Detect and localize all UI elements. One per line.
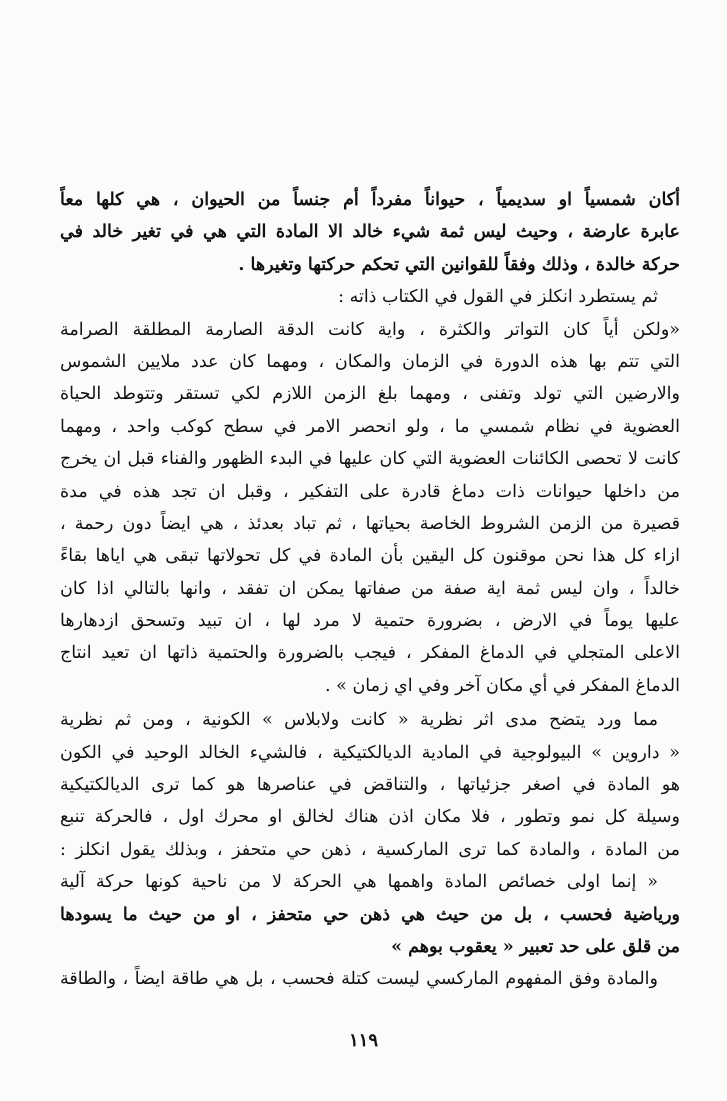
text-line: كانت لا تحصى الكائنات العضوية التي كان عليها في البدء الظهور والفناء قبل ان يخرج <box>60 449 680 470</box>
page-number: ١١٩ <box>348 1030 378 1051</box>
text-line: « إنما اولى خصائص المادة واهمها هي الحركة لا من ناحية كونها حركة آلية <box>60 872 658 893</box>
text-line: هو المادة في اصغر جزئياتها ، والتناقض في عناصرها هو كما ترى الديالكتيكية <box>60 775 680 796</box>
text-line: حركة خالدة ، وذلك وفقاً للقوانين التي تحكم حركتها وتغيرها . <box>238 254 680 275</box>
text-line: « داروين » البيولوجية في المادية الديالكتيكية ، فالشيء الخالد الوحيد في الكون <box>60 742 680 763</box>
text-line: ثم يستطرد انكلز في القول في الكتاب ذاته : <box>338 287 658 308</box>
text-line: وسيلة كل نمو وتطور ، فلا مكان اذن هناك لخالق او محرك اول ، فالحركة تنبع <box>60 807 680 828</box>
text-line: التي تتم بها هذه الدورة في الزمان والمكان ، ومهما كان عدد ملايين الشموس <box>60 351 680 372</box>
text-line: «ولكن أياً كان التواتر والكثرة ، واية كانت الدقة الصارمة المطلقة الصرامة <box>60 319 680 340</box>
text-line: خالداً ، وان ليس ثمة اية صفة من صفاتها يمكن ان تفقد ، وانها بالتالي اذا كان <box>60 578 680 599</box>
text-line: العضوية في نظام شمسي ما ، ولو انحصر الامر في سطح كوكب واحد ، ومهما <box>60 416 680 437</box>
text-line: ازاء كل هذا نحن موقنون كل اليقين بأن المادة في كل تحولاتها تبقى هي اياها بقاءً <box>60 546 680 567</box>
text-line: عليها يوماً في الارض ، بضرورة حتمية لا مرد لها ، ان تبيد وتسحق ازدهارها <box>60 611 680 632</box>
text-line: ورياضية فحسب ، بل من حيث هي ذهن حي متحفز ، او من حيث ما يسودها <box>60 904 680 925</box>
text-line: والمادة وفق المفهوم الماركسي ليست كتلة فحسب ، بل هي طاقة ايضاً ، والطاقة <box>60 969 658 990</box>
text-line: من قلق على حد تعبير « يعقوب بوهم » <box>391 936 680 957</box>
body-text <box>60 184 680 996</box>
text-line: عابرة عارضة ، وحيث ليس ثمة شيء خالد الا المادة التي هي في تغير خالد في <box>60 222 680 243</box>
text-line: من داخلها حيوانات ذات دماغ قادرة على التفكير ، وقبل ان تجد هذه في مدة <box>60 481 680 502</box>
text-line: الدماغ المفكر في أي مكان آخر وفي اي زمان » . <box>325 675 680 696</box>
text-line: قصيرة من الزمن الشروط الخاصة بحياتها ، ثم تباد بعدئذ ، هي ايضاً دون رحمة ، <box>60 513 680 534</box>
text-line: من المادة ، والمادة كما ترى الماركسية ، ذهن حي متحفز ، وبذلك يقول انكلز : <box>60 839 680 860</box>
text-line: مما ورد يتضح مدى اثر نظرية « كانت ولابلاس » الكونية ، ومن ثم نظرية <box>60 710 658 731</box>
text-line: والارضين التي تولد وتفنى ، ومهما بلغ الزمن اللازم لكي تستقر وتتوطد الحياة <box>60 384 680 405</box>
text-line: أكان شمسياً او سديمياً ، حيواناً مفرداً أم جنساً من الحيوان ، هي كلها معاً <box>60 190 680 210</box>
text-line: الاعلى المتجلي في الدماغ المفكر ، فيجب بالضرورة والحتمية ذاتها ان تعيد انتاج <box>60 643 680 664</box>
